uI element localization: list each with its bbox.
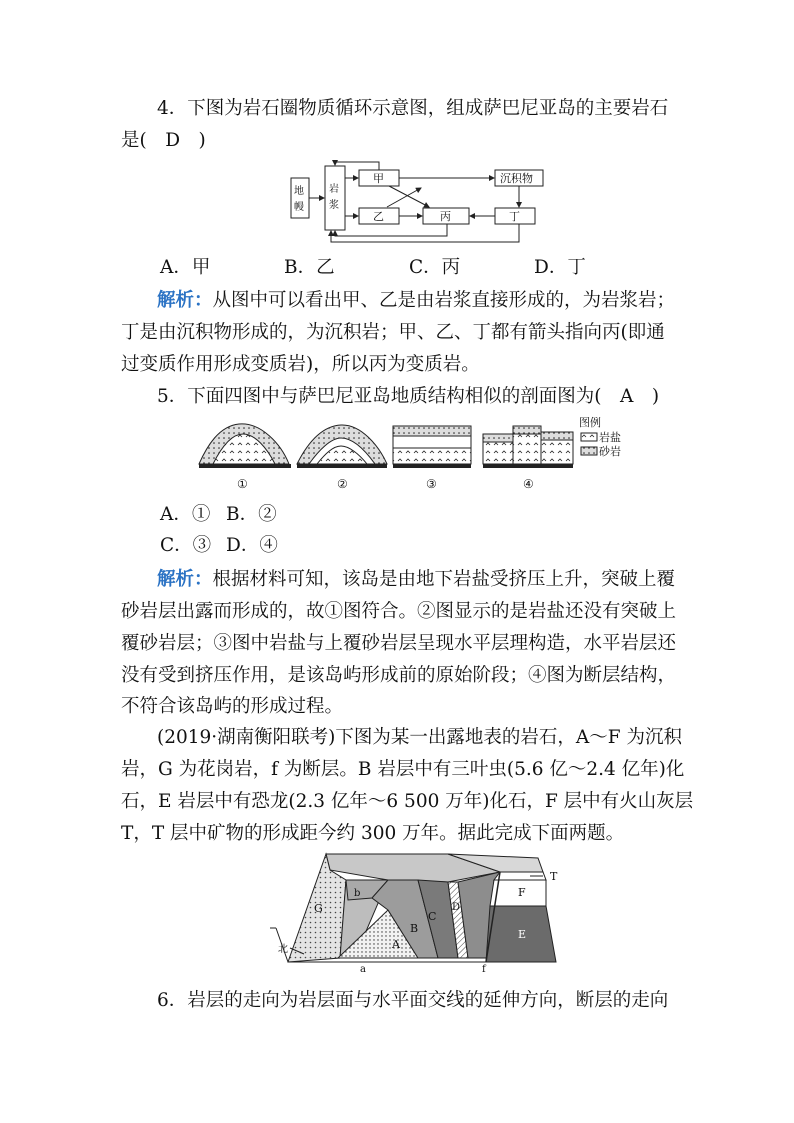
intro-line4: T，T 层中矿物的形成距今约 300 万年。据此完成下面两题。	[121, 823, 625, 844]
box-ding: 丁	[509, 210, 520, 223]
rock-block-diagram	[268, 850, 568, 975]
label-c: C	[428, 910, 437, 923]
legend-title: 图例	[579, 416, 601, 429]
legend-sandstone: 砂岩	[599, 445, 621, 458]
mantle-label-2: 幔	[294, 202, 304, 213]
label-b: B	[410, 922, 419, 935]
label-d: D	[452, 902, 461, 913]
q5-analysis-line5: 不符合该岛屿的形成过程。	[121, 696, 344, 717]
q5-analysis-line2: 砂岩层出露而形成的，故①图符合。②图显示的是岩盐还没有突破上	[121, 601, 677, 622]
q4-option-b: B．乙	[284, 257, 335, 278]
q4-analysis-line2: 丁是由沉积物形成的，为沉积岩；甲、乙、丁都有箭头指向丙(即通	[121, 322, 665, 343]
section-label-4: ④	[523, 477, 534, 491]
rock-cycle-diagram	[289, 160, 551, 246]
label-t: T	[550, 870, 558, 883]
q5-stem-line1: 5．下面四图中与萨巴尼亚岛地质结构相似的剖面图为( A )	[157, 386, 660, 407]
q4-analysis-line1: 解析：从图中可以看出甲、乙是由岩浆直接形成的，为岩浆岩；	[157, 290, 676, 311]
magma-label-2: 浆	[329, 200, 339, 211]
q5-option-b: B．②	[226, 504, 277, 525]
box-sediment: 沉积物	[500, 172, 533, 185]
q4-option-a: A．甲	[160, 257, 211, 278]
mantle-label-1: 地	[294, 186, 304, 197]
intro-line2: 岩，G 为花岗岩，f 为断层。B 岩层中有三叶虫(5.6 亿～2.4 亿年)化	[121, 759, 685, 780]
q5-analysis-line3: 覆砂岩层；③图中岩盐与上覆砂岩层呈现水平层理构造，水平岩层还	[121, 633, 677, 654]
section-3	[393, 426, 471, 468]
label-e: E	[518, 928, 527, 941]
q5-option-c: C．③	[160, 535, 212, 556]
label-a-small: a	[360, 964, 366, 975]
label-g: G	[314, 902, 323, 915]
label-a: A	[392, 938, 400, 951]
label-fault: f	[482, 964, 486, 975]
q4-analysis-line3: 过变质作用形成变质岩)，所以丙为变质岩。	[121, 354, 480, 375]
q5-analysis-label: 解析：	[157, 569, 213, 590]
box-bing: 丙	[440, 210, 451, 223]
magma-label-1: 岩	[329, 184, 339, 195]
intro-line3: 石，E 岩层中有恐龙(2.3 亿年～6 500 万年)化石，F 层中有火山灰层	[121, 791, 694, 812]
legend-salt: 岩盐	[599, 431, 621, 444]
q4-stem-line1: 4．下图为岩石圈物质循环示意图，组成萨巴尼亚岛的主要岩石	[157, 98, 669, 119]
section-2	[297, 425, 387, 468]
box-jia: 甲	[373, 172, 384, 185]
q4-analysis-label: 解析：	[157, 290, 213, 311]
label-b-small: b	[354, 888, 361, 899]
q4-stem-line2: 是( D )	[121, 130, 206, 151]
section-4	[483, 426, 573, 468]
q4-option-d: D．丁	[534, 257, 586, 278]
section-label-3: ③	[426, 477, 437, 491]
north-label: 北	[278, 944, 288, 955]
intro-line1: (2019·湖南衡阳联考)下图为某一出露地表的岩石，A～F 为沉积	[157, 727, 682, 748]
q5-option-a: A．①	[160, 504, 211, 525]
label-f: F	[518, 886, 526, 899]
q5-analysis-line1: 解析：根据材料可知，该岛是由地下岩盐受挤压上升，突破上覆	[157, 569, 676, 590]
q5-option-d: D．④	[226, 535, 278, 556]
q5-analysis-line4: 没有受到挤压作用，是该岛屿形成前的原始阶段；④图为断层结构，	[121, 665, 677, 686]
q6-stem-line1: 6．岩层的走向为岩层面与水平面交线的延伸方向，断层的走向	[157, 990, 669, 1011]
cross-section-figure	[197, 416, 647, 496]
legend-sand-swatch	[581, 447, 597, 455]
box-yi: 乙	[373, 210, 384, 223]
section-label-2: ②	[337, 477, 348, 491]
legend-salt-swatch	[581, 433, 597, 441]
section-1	[199, 424, 291, 468]
section-label-1: ①	[237, 477, 248, 491]
q4-option-c: C．丙	[409, 257, 461, 278]
